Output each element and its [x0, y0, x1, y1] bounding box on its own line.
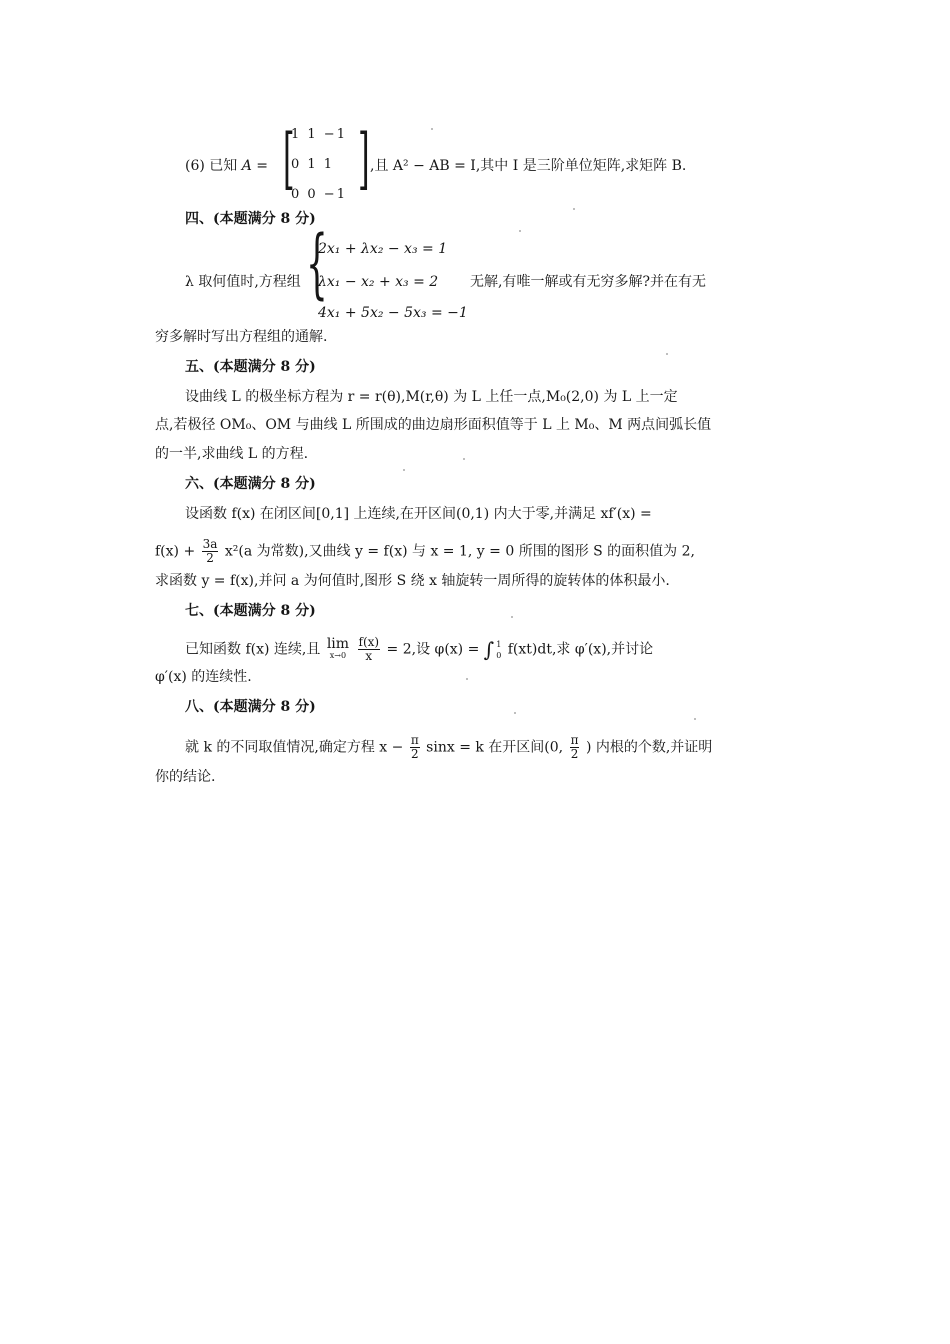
matrix-row-2: 0 1 1: [291, 157, 335, 172]
s8-line-2: 你的结论.: [155, 769, 216, 785]
section-6-heading: 六、(本题满分 8 分): [185, 476, 316, 492]
q6-text: ,且 A² − AB = I,其中 I 是三阶单位矩阵,求矩阵 B.: [370, 158, 687, 174]
s6-line-2: f(x) + $\frac{3a}{2}$ x²(a 为常数),又曲线 y = f(x) 与 x = 1, y = 0 所围的图形 S 的面积值为 2,: [155, 537, 695, 565]
s7-line-2: φ′(x) 的连续性.: [155, 669, 252, 685]
s4-line-2: 穷多解时写出方程组的通解.: [155, 329, 328, 345]
section-5-heading: 五、(本题满分 8 分): [185, 359, 316, 375]
scan-speck: [403, 469, 405, 471]
scan-speck: [431, 128, 433, 130]
fraction-3a-over-2: $\frac{3a}{2}$: [202, 537, 218, 565]
s5-line-3: 的一半,求曲线 L 的方程.: [155, 446, 309, 462]
section-7-heading: 七、(本题满分 8 分): [185, 603, 316, 619]
scan-speck: [666, 353, 668, 355]
matrix-left-bracket: [: [283, 120, 295, 197]
system-brace: {: [306, 218, 328, 307]
matrix-row-1: 1 1 −1: [291, 127, 347, 142]
s5-line-2: 点,若极径 OM₀、OM 与曲线 L 所围成的曲边扇形面积值等于 L 上 M₀、M 两点间弧长值: [155, 417, 712, 433]
limit-symbol: lim x→0: [326, 635, 350, 660]
matrix-row-3: 0 0 −1: [291, 187, 347, 202]
matrix-right-bracket: ]: [358, 120, 370, 197]
integral-sign: ∫: [483, 637, 495, 662]
scan-speck: [514, 712, 516, 714]
scan-speck: [519, 230, 521, 232]
fraction-pi-over-2: $\frac{\pi}{2}$: [410, 733, 419, 761]
section-8-heading: 八、(本题满分 8 分): [185, 699, 316, 715]
s7-line-1: 已知函数 f(x) 连续,且 lim x→0 $\frac{f(x)}{x}$ = 2,设 φ(x) = ∫ 1 0 f(xt)dt,求 φ′(x),并讨论: [185, 635, 654, 663]
matrix-name: A =: [241, 158, 269, 174]
scan-speck: [466, 678, 468, 680]
fraction-pi-over-2-interval: $\frac{\pi}{2}$: [570, 733, 579, 761]
integral-bounds: 1 0: [496, 640, 502, 660]
scan-speck: [511, 616, 513, 618]
scan-speck: [573, 208, 575, 210]
equation-2: λx₁ − x₂ + x₃ = 2: [318, 274, 439, 290]
equation-3: 4x₁ + 5x₂ − 5x₃ = −1: [318, 305, 468, 321]
equation-1: 2x₁ + λx₂ − x₃ = 1: [318, 241, 448, 257]
s6-line-3: 求函数 y = f(x),并问 a 为何值时,图形 S 绕 x 轴旋转一周所得的旋转体的体积最小.: [155, 573, 670, 589]
q6-label: (6) 已知 A =: [185, 158, 269, 174]
scan-speck: [463, 458, 465, 460]
s6-line-1: 设函数 f(x) 在闭区间[0,1] 上连续,在开区间(0,1) 内大于零,并满足 xf′(x) =: [185, 506, 652, 522]
scan-speck: [694, 718, 696, 720]
fraction-fx-over-x: $\frac{f(x)}{x}$: [358, 635, 380, 663]
s8-line-1: 就 k 的不同取值情况,确定方程 x − $\frac{\pi}{2}$ sinx = k 在开区间(0, $\frac{\pi}{2}$ ) 内根的个数,并证明: [185, 733, 713, 761]
s4-pre: λ 取何值时,方程组: [185, 274, 301, 290]
s4-post: 无解,有唯一解或有无穷多解?并在有无: [470, 274, 706, 290]
s5-line-1: 设曲线 L 的极坐标方程为 r = r(θ),M(r,θ) 为 L 上任一点,M₀(2,0) 为 L 上一定: [185, 389, 678, 405]
section-4-heading: 四、(本题满分 8 分): [185, 211, 316, 227]
